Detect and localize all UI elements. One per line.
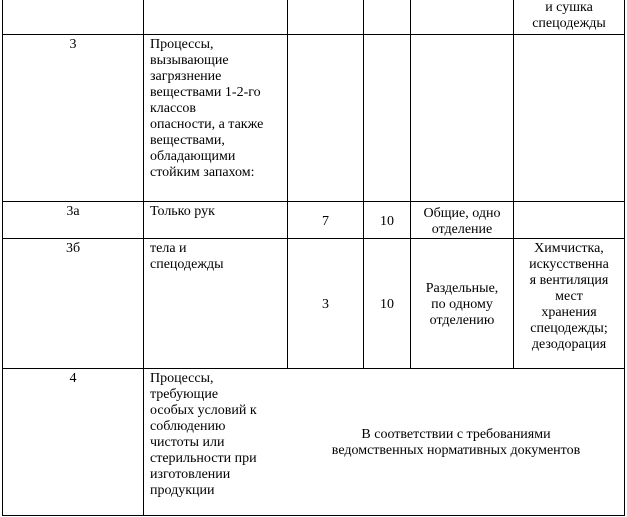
col-border: [363, 0, 364, 369]
process-description: Процессы, требующие особых условий к соблюдению чистоты или стерильности при изготовлении продукции: [150, 371, 257, 498]
merged-cell-requirements: В соответствии с требованиями ведомственных нормативных документов: [331, 427, 581, 458]
cell-col3: 7: [322, 214, 329, 229]
row-number: 3а: [66, 204, 80, 219]
row-number: 3б: [65, 241, 81, 256]
col-border: [287, 0, 288, 369]
process-description: Процессы, вызывающие загрязнение веществами 1-2-го классов опасности, а также веществами, обладающими стойким запахом:: [150, 37, 264, 180]
col-border: [2, 0, 3, 516]
cell-col4: 10: [380, 297, 394, 312]
row-border: [2, 34, 625, 35]
cell-col3: 3: [322, 297, 329, 312]
process-description: тела и спецодежды: [150, 241, 224, 272]
cell-col5: Общие, одно отделение: [423, 206, 501, 237]
cell-col6: Химчистка, искусственна я вентиляция мест хранения спецодежды; дезодорация: [529, 241, 609, 352]
row-border: [2, 368, 625, 369]
cell-col4: 10: [380, 214, 394, 229]
col-border: [624, 0, 625, 516]
process-description: Только рук: [150, 204, 215, 219]
cell-col5: Раздельные, по одному отделению: [425, 281, 499, 328]
cell-col6-cont: и сушка спецодежды: [532, 0, 606, 31]
row-border: [2, 238, 625, 239]
row-number: 3: [69, 37, 77, 52]
row-number: 4: [69, 371, 77, 386]
row-border: [2, 515, 625, 516]
col-border: [143, 0, 144, 516]
row-border: [2, 201, 625, 202]
